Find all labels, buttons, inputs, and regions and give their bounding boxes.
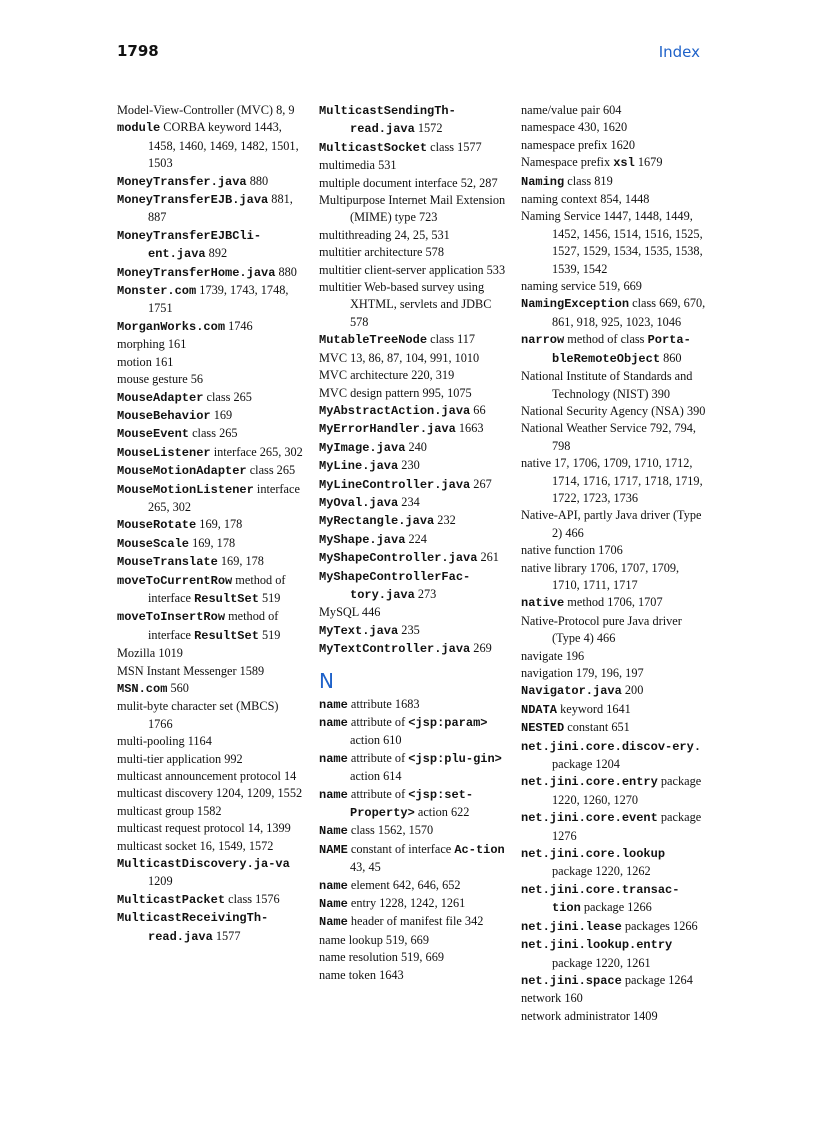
entry-text: class 1577: [427, 139, 482, 154]
entry-text: 240: [405, 439, 427, 454]
code-term: native: [521, 596, 565, 611]
section-letter: N: [319, 668, 334, 693]
code-term: net.jini.core.event: [521, 811, 658, 826]
index-entry: [117, 785, 303, 802]
code-term: MulticastSendingTh-read.java: [319, 104, 456, 137]
code-term: MyShape.java: [319, 532, 406, 547]
code-term: name: [319, 878, 348, 893]
code-term: Name: [319, 915, 348, 930]
entry-text: mouse gesture 56: [117, 372, 204, 387]
entry-text: method of class: [564, 332, 648, 347]
entry-text: naming service 519, 669: [521, 279, 642, 294]
code-term: MoneyTransferHome.java: [117, 265, 276, 280]
entry-text: name resolution 519, 669: [319, 950, 444, 965]
code-term: MSN.com: [117, 682, 168, 696]
entry-text: 169, 178: [196, 517, 243, 532]
index-entry: [521, 613, 707, 648]
entry-text: header of manifest file 342: [347, 914, 484, 929]
index-entry: [117, 838, 303, 855]
index-entry: [117, 751, 303, 768]
code-term: moveToCurrentRow: [117, 573, 233, 588]
entry-text: MySQL 446: [319, 605, 381, 620]
entry-text: class 117: [427, 332, 476, 347]
index-entry: [319, 139, 509, 157]
index-entry: [521, 665, 707, 682]
code-term: MyShapeController.java: [319, 551, 478, 566]
entry-text: entry 1228, 1242, 1261: [347, 896, 466, 911]
entry-text: class 265: [189, 426, 238, 441]
index-entry: [521, 682, 707, 700]
index-entry: [521, 1008, 707, 1025]
code-term: MulticastPacket: [117, 892, 226, 907]
entry-text: package 1264: [621, 972, 693, 987]
index-entry: [521, 881, 707, 918]
entry-text: 234: [398, 494, 420, 509]
entry-text: multithreading 24, 25, 531: [319, 227, 450, 242]
code-term: net.jini.lease: [521, 919, 622, 934]
entry-text: attribute of: [347, 750, 409, 765]
index-entry: [319, 192, 509, 227]
index-column-2: [319, 102, 509, 984]
index-entry: [319, 367, 509, 384]
entry-text: package 1204: [552, 757, 620, 772]
entry-text: multiple document interface 52, 287: [319, 175, 498, 190]
entry-text: National Security Agency (NSA) 390: [521, 403, 706, 418]
entry-text: keyword 1641: [557, 701, 631, 716]
index-entry: [117, 608, 303, 645]
entry-text: 232: [434, 513, 456, 528]
entry-text: class 1576: [225, 891, 280, 906]
entry-text: namespace 430, 1620: [521, 120, 628, 135]
index-entry: [117, 444, 303, 462]
index-entry: [521, 560, 707, 595]
entry-text: navigate 196: [521, 648, 585, 663]
index-entry: [117, 119, 303, 172]
code-term: NamingException: [521, 297, 630, 312]
code-term: net.jini.lookup.entry: [521, 938, 673, 953]
index-entry: [117, 318, 303, 336]
entry-text: National Weather Service 792, 794, 798: [521, 421, 696, 453]
entry-text: native library 1706, 1707, 1709, 1710, 1711, 1717: [521, 560, 680, 592]
index-entry: [521, 972, 707, 990]
entry-text: 560: [167, 681, 189, 695]
code-term: MouseScale: [117, 536, 190, 551]
entry-text: multicast discovery 1204, 1209, 1552: [117, 786, 303, 801]
code-term: Porta-bleRemoteObject: [552, 333, 691, 366]
entry-text: multicast announcement protocol 14: [117, 769, 297, 784]
page-number: 1798: [117, 42, 159, 60]
entry-text: native 17, 1706, 1709, 1710, 1712, 1714, 1716, 1717, 1718, 1719, 1722, 1723, 1736: [521, 456, 703, 505]
index-entry: [117, 264, 303, 282]
index-entry: [319, 279, 509, 331]
entry-text: 169: [210, 407, 233, 422]
entry-text: Model-View-Controller (MVC) 8, 9: [117, 103, 295, 117]
entry-text: 43, 45: [350, 860, 381, 875]
entry-text: multi-pooling 1164: [117, 734, 212, 749]
entry-text: morphing 161: [117, 337, 187, 352]
index-entry: [521, 154, 707, 172]
entry-text: 519: [258, 590, 281, 605]
entry-text: 881, 887: [148, 192, 293, 225]
index-entry: [319, 420, 509, 438]
entry-text: multitier client-server application 533: [319, 262, 506, 277]
index-entry: [319, 877, 509, 895]
index-entry: [521, 594, 707, 612]
entry-text: MVC design pattern 995, 1075: [319, 385, 472, 400]
index-entry: [521, 173, 707, 191]
entry-text: navigation 179, 196, 197: [521, 666, 644, 680]
entry-text: Native-API, partly Java driver (Type 2) 466: [521, 508, 702, 540]
index-entry: [117, 680, 303, 698]
code-term: Ac-tion: [454, 842, 505, 857]
index-entry: [521, 936, 707, 972]
index-entry: [521, 990, 707, 1007]
index-entry: [319, 967, 509, 984]
index-entry: [319, 175, 509, 192]
entry-text: National Institute of Standards and Technology (NIST) 390: [521, 369, 693, 401]
index-entry: [521, 648, 707, 665]
entry-text: packages 1266: [621, 918, 698, 933]
index-entry: [319, 350, 509, 367]
index-entry: [319, 949, 509, 966]
code-term: narrow: [521, 333, 565, 348]
code-term: net.jini.core.entry: [521, 775, 658, 790]
index-entry: [117, 191, 303, 227]
index-entry: [319, 786, 509, 823]
code-term: <jsp:param>: [408, 716, 488, 730]
code-term: NAME: [319, 842, 348, 857]
code-term: module: [117, 121, 161, 136]
index-entry: [521, 738, 707, 774]
index-entry: [319, 696, 509, 714]
entry-text: 1209: [148, 874, 173, 889]
index-entry: [319, 822, 509, 840]
index-entry: [117, 227, 303, 264]
entry-text: class 669, 670, 861, 918, 925, 1023, 1046: [552, 296, 706, 329]
entry-text: multitier architecture 578: [319, 245, 444, 260]
entry-text: Naming Service 1447, 1448, 1449, 1452, 1456, 1514, 1516, 1525, 1527, 1529, 1534, 1535, 1538, 1539, 1542: [521, 209, 703, 276]
code-term: name: [319, 751, 348, 766]
index-entry: [319, 841, 509, 877]
entry-text: 1572: [414, 121, 443, 136]
code-term: NDATA: [521, 702, 558, 717]
index-column-3: [521, 102, 707, 1025]
code-term: net.jini.core.lookup: [521, 847, 666, 862]
index-entry: [319, 227, 509, 244]
entry-text: 66: [470, 402, 486, 417]
entry-text: CORBA keyword 1443, 1458, 1460, 1469, 1482, 1501, 1503: [148, 120, 299, 171]
entry-text: motion 161: [117, 354, 174, 369]
code-term: ResultSet: [194, 591, 259, 606]
code-term: MouseMotionListener: [117, 482, 254, 497]
entry-text: multi-tier application 992: [117, 751, 243, 766]
code-term: net.jini.core.transac-tion: [521, 882, 680, 916]
entry-text: package 1276: [552, 810, 702, 843]
index-entry: [319, 402, 509, 420]
entry-text: 269: [470, 641, 492, 656]
index-entry: [319, 750, 509, 786]
code-term: <jsp:set-Property>: [350, 787, 474, 821]
entry-text: 235: [398, 622, 420, 637]
code-term: MouseRotate: [117, 518, 197, 533]
index-entry: [521, 809, 707, 845]
entry-text: action 614: [350, 769, 402, 784]
entry-text: package 1220, 1261: [552, 955, 651, 970]
code-term: name: [319, 716, 348, 730]
code-term: ResultSet: [194, 628, 259, 643]
code-term: name: [319, 787, 348, 802]
code-term: net.jini.core.discov-ery.: [521, 739, 702, 754]
index-entry: [319, 385, 509, 402]
entry-text: 267: [470, 476, 492, 491]
entry-text: name token 1643: [319, 967, 404, 982]
entry-text: native function 1706: [521, 543, 623, 558]
entry-text: multimedia 531: [319, 158, 397, 173]
entry-text: 169, 178: [217, 554, 264, 569]
index-entry: [319, 622, 509, 640]
code-term: MyAbstractAction.java: [319, 403, 471, 418]
entry-text: package 1266: [580, 900, 652, 915]
entry-text: method 1706, 1707: [564, 595, 663, 610]
entry-text: network administrator 1409: [521, 1008, 658, 1023]
entry-text: element 642, 646, 652: [347, 877, 461, 892]
index-entry: [319, 549, 509, 567]
index-entry: [319, 895, 509, 913]
entry-text: 880: [246, 173, 269, 188]
entry-text: constant 651: [564, 720, 630, 735]
code-term: NESTED: [521, 721, 565, 736]
code-term: name: [319, 697, 348, 712]
index-entry: [117, 371, 303, 388]
index-entry: [117, 425, 303, 443]
entry-text: multitier Web-based survey using XHTML, servlets and JDBC 578: [319, 280, 492, 329]
index-entry: [319, 494, 509, 512]
code-term: MyShapeControllerFac-tory.java: [319, 569, 471, 602]
index-entry: [521, 455, 707, 507]
index-entry: [521, 420, 707, 455]
index-entry: [521, 278, 707, 295]
code-term: MulticastDiscovery.ja-va: [117, 857, 290, 872]
index-entry: [319, 531, 509, 549]
index-entry: [521, 773, 707, 809]
entry-text: constant of interface: [347, 841, 455, 856]
code-term: Naming: [521, 174, 565, 189]
entry-text: 200: [621, 683, 644, 698]
entry-text: MSN Instant Messenger 1589: [117, 663, 265, 678]
index-entry: [117, 535, 303, 553]
code-term: MyRectangle.java: [319, 514, 435, 529]
index-entry: [319, 932, 509, 949]
index-entry: [117, 389, 303, 407]
entry-text: naming context 854, 1448: [521, 192, 650, 207]
index-entry: [117, 282, 303, 318]
index-column-1: [117, 102, 303, 946]
index-entry: [521, 403, 707, 420]
code-term: Name: [319, 897, 348, 912]
entry-text: class 1562, 1570: [347, 823, 434, 838]
index-entry: [117, 553, 303, 571]
index-entry: [117, 462, 303, 480]
entry-text: network 160: [521, 991, 583, 1006]
entry-text: method of interface: [148, 609, 279, 642]
entry-text: attribute 1683: [347, 696, 420, 711]
entry-text: 1663: [455, 421, 484, 436]
index-entry: [117, 820, 303, 837]
entry-text: 892: [205, 246, 228, 261]
entry-text: multicast request protocol 14, 1399: [117, 821, 291, 836]
code-term: MouseBehavior: [117, 408, 211, 423]
entry-text: name/value pair 604: [521, 103, 622, 117]
entry-text: package 1220, 1262: [552, 864, 651, 879]
code-term: MouseListener: [117, 445, 211, 460]
index-entry: [521, 331, 707, 368]
entry-text: 1746: [225, 318, 253, 333]
code-term: MorganWorks.com: [117, 319, 226, 334]
index-entry: [117, 803, 303, 820]
index-entry: [521, 102, 707, 119]
index-entry: [117, 855, 303, 891]
code-term: MoneyTransferEJB.java: [117, 193, 269, 208]
code-term: xsl: [613, 156, 635, 171]
code-term: MulticastReceivingTh-read.java: [117, 911, 269, 944]
entry-text: 880: [275, 264, 297, 279]
code-term: MoneyTransfer.java: [117, 174, 247, 189]
entry-text: interface 265, 302: [148, 481, 300, 514]
code-term: Name: [319, 824, 348, 839]
index-entry: [521, 208, 707, 278]
entry-text: package 1220, 1260, 1270: [552, 774, 702, 807]
index-entry: [117, 481, 303, 517]
code-term: MutableTreeNode: [319, 333, 428, 348]
code-term: MouseEvent: [117, 427, 190, 442]
index-entry: [319, 457, 509, 475]
entry-text: 1739, 1743, 1748, 1751: [148, 283, 289, 316]
index-entry: [319, 913, 509, 931]
index-entry: [521, 507, 707, 542]
index-entry: [319, 331, 509, 349]
index-entry: [521, 119, 707, 136]
entry-text: attribute of: [347, 715, 409, 729]
index-entry: [117, 663, 303, 680]
code-term: MouseMotionAdapter: [117, 464, 247, 479]
entry-text: 1577: [212, 928, 241, 943]
code-term: MouseTranslate: [117, 555, 218, 570]
index-entry: [319, 512, 509, 530]
index-entry: [117, 645, 303, 662]
entry-text: method of interface: [148, 572, 286, 605]
entry-text: namespace prefix 1620: [521, 137, 636, 152]
code-term: net.jini.space: [521, 973, 622, 988]
code-term: MyText.java: [319, 623, 399, 638]
code-term: MyImage.java: [319, 440, 406, 455]
code-term: MyLine.java: [319, 459, 399, 474]
entry-text: mulit-byte character set (MBCS) 1766: [117, 699, 279, 731]
index-entry: [319, 604, 509, 621]
entry-text: Mozilla 1019: [117, 646, 183, 661]
entry-text: action 622: [414, 805, 470, 820]
code-term: MyErrorHandler.java: [319, 422, 456, 437]
code-term: MulticastSocket: [319, 140, 428, 155]
entry-text: 519: [258, 627, 281, 642]
code-term: Monster.com: [117, 284, 197, 299]
entry-text: class 265: [246, 463, 296, 478]
index-entry: [319, 244, 509, 261]
entry-text: name lookup 519, 669: [319, 932, 429, 947]
entry-text: multicast socket 16, 1549, 1572: [117, 838, 274, 853]
entry-text: Multipurpose Internet Mail Extension (MIME) type 723: [319, 193, 506, 225]
index-entry: [117, 891, 303, 909]
code-term: Navigator.java: [521, 684, 622, 699]
code-term: MouseAdapter: [117, 390, 204, 405]
index-entry: [117, 909, 303, 946]
index-entry: [117, 102, 303, 119]
index-entry: [117, 407, 303, 425]
entry-text: multicast group 1582: [117, 803, 222, 818]
entry-text: 261: [477, 550, 499, 565]
index-entry: [521, 137, 707, 154]
index-entry: [117, 698, 303, 733]
entry-text: action 610: [350, 733, 402, 748]
index-entry: [117, 354, 303, 371]
index-entry: [117, 336, 303, 353]
code-term: moveToInsertRow: [117, 610, 226, 625]
entry-text: class 819: [564, 173, 613, 188]
index-entry: [319, 476, 509, 494]
code-term: MyOval.java: [319, 495, 399, 510]
index-entry: [319, 157, 509, 174]
entry-text: attribute of: [347, 786, 409, 801]
index-entry: [521, 368, 707, 403]
code-term: <jsp:plu-gin>: [408, 751, 502, 766]
index-entry: [319, 568, 509, 605]
index-entry: [319, 102, 509, 139]
index-entry: [521, 191, 707, 208]
index-entry: [521, 918, 707, 936]
index-entry: [319, 262, 509, 279]
running-head: Index: [658, 43, 700, 61]
entry-text: 273: [414, 586, 437, 601]
code-term: MoneyTransferEJBCli-ent.java: [117, 228, 262, 262]
entry-text: class 265: [203, 389, 252, 404]
entry-text: 230: [398, 458, 420, 473]
index-entry: [319, 640, 509, 658]
index-entry: [521, 542, 707, 559]
index-entry: [521, 719, 707, 737]
entry-text: MVC 13, 86, 87, 104, 991, 1010: [319, 350, 480, 365]
code-term: MyLineController.java: [319, 477, 471, 492]
code-term: MyTextController.java: [319, 642, 471, 657]
entry-text: Namespace prefix: [521, 155, 614, 170]
entry-text: 224: [405, 531, 427, 546]
entry-text: Native-Protocol pure Java driver (Type 4) 466: [521, 613, 682, 646]
entry-text: 860: [660, 350, 682, 365]
index-entry: [521, 845, 707, 881]
entry-text: 1679: [634, 155, 663, 170]
index-entry: [521, 701, 707, 719]
index-entry: [117, 733, 303, 750]
index-entry: [117, 516, 303, 534]
entry-text: interface 265, 302: [210, 444, 303, 459]
index-entry: [521, 295, 707, 331]
index-entry: [117, 768, 303, 785]
index-entry: [319, 439, 509, 457]
entry-text: 169, 178: [189, 535, 236, 550]
index-entry: [117, 173, 303, 191]
index-entry: [319, 714, 509, 750]
entry-text: MVC architecture 220, 319: [319, 368, 455, 383]
index-entry: [117, 572, 303, 609]
